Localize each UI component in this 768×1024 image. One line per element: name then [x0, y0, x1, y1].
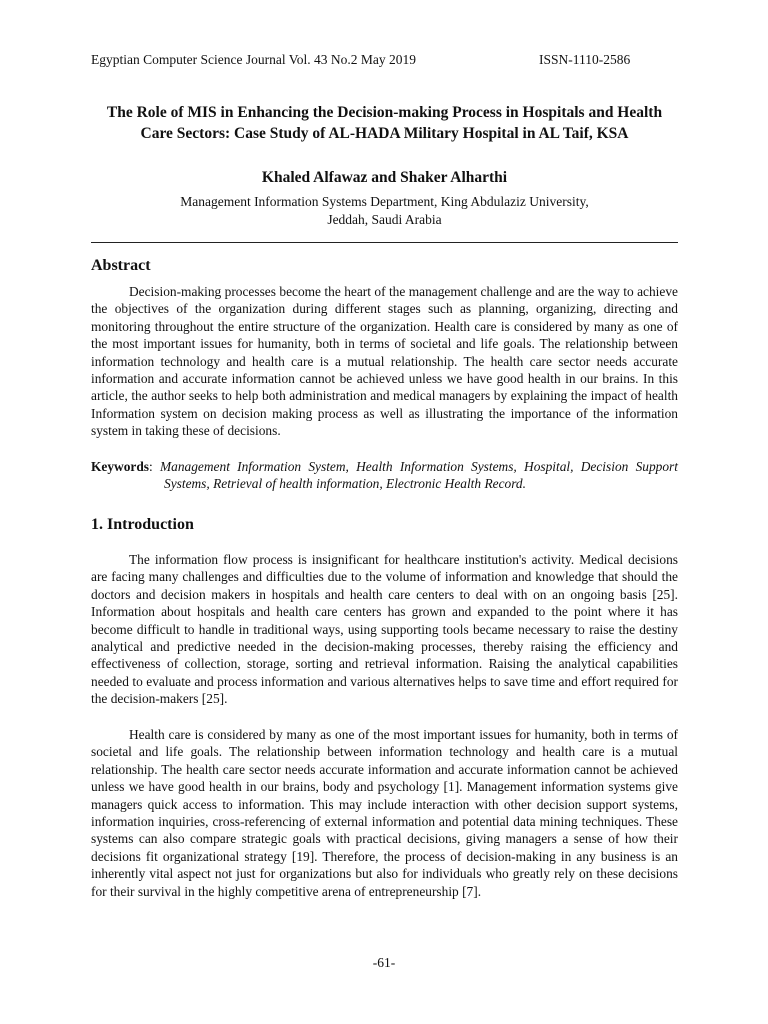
author-affiliation	[91, 193, 678, 229]
keywords-label: Keywords	[91, 459, 150, 474]
paper-authors: Khaled Alfawaz and Shaker Alharthi	[261, 169, 508, 186]
keywords-block	[91, 458, 678, 493]
introduction-paragraph-2: Health care is considered by many as one of the most important issues for humanity, both in terms of societal and life goals. The relationship between information technology and health care is a mutual relationship. The health care sector needs accurate information and accurate information cannot be achieved unless we have good health in our brains, body and psychology [1]. Management information systems give managers quick access to information. This may include interaction with other decision support systems, information inquiries, cross-referencing of external information and potential data mining techniques. These systems can also compare strategic goals with practical decisions, giving managers a sense of how their decisions fit organizational strategy [19]. Therefore, the process of decision-making in any business is an inherently vital aspect not just for organizations but also for individuals who greatly rely on these decisions for their survival in the highly competitive arena of entrepreneurship [7].	[91, 727, 678, 899]
running-header	[91, 52, 678, 70]
paper-title: The Role of MIS in Enhancing the Decision-making Process in Hospitals and Health Care Sectors: Case Study of AL-HADA Military Hospital in AL Taif, KSA	[106, 104, 663, 142]
keywords-list: Management Information System, Health Information Systems, Hospital, Decision Support Systems, Retrieval of health information, Electronic Health Record.	[160, 459, 678, 492]
abstract-heading: Abstract	[91, 257, 151, 274]
keywords-separator: :	[149, 459, 160, 474]
introduction-paragraph-1: The information flow process is insignificant for healthcare institution's activity. Medical decisions are facing many challenges and difficulties due to the volume of information and knowledge that should the doctors and decision makers in hospitals and health care centers to deal with on an ongoing basis [25]. Information about hospitals and health care centers has grown and expanded to the point where it has become difficult to handle in traditional ways, using supporting tools became necessary to raise the destiny analytical and predictive needed in the decision-making processes, thereby raising the efficiency and effectiveness of collection, storage, sorting and retrieval information. Raising the analytical capabilities needed to evaluate and process information and various alternatives helps to save time and effort required for the decision-makers [25].	[91, 552, 678, 707]
issn-number: ISSN-1110-2586	[539, 52, 631, 67]
affiliation-line-1: Management Information Systems Department, King Abdulaziz University,	[180, 194, 589, 209]
journal-citation: Egyptian Computer Science Journal Vol. 43 No.2 May 2019	[91, 52, 416, 67]
introduction-heading: 1. Introduction	[91, 516, 194, 533]
section-divider	[91, 242, 678, 243]
abstract-text: Decision-making processes become the heart of the management challenge and are the way to achieve the objectives of the organization during different stages such as planning, organizing, directing and monitoring throughout the entire structure of the organization. Health care is considered by many as one of the most important issues for humanity, both in terms of societal and life goals. The relationship between information technology and health care is a mutual relationship. The health care sector needs accurate information and accurate information cannot be achieved unless we have good health in our brains. In this article, the author seeks to help both administration and medical managers by explaining the impact of health Information system on decision making process as well as illustrating the importance of the information system in taking these of decisions.	[91, 284, 678, 439]
affiliation-line-2: Jeddah, Saudi Arabia	[327, 212, 442, 227]
page-number: -61-	[372, 955, 396, 970]
